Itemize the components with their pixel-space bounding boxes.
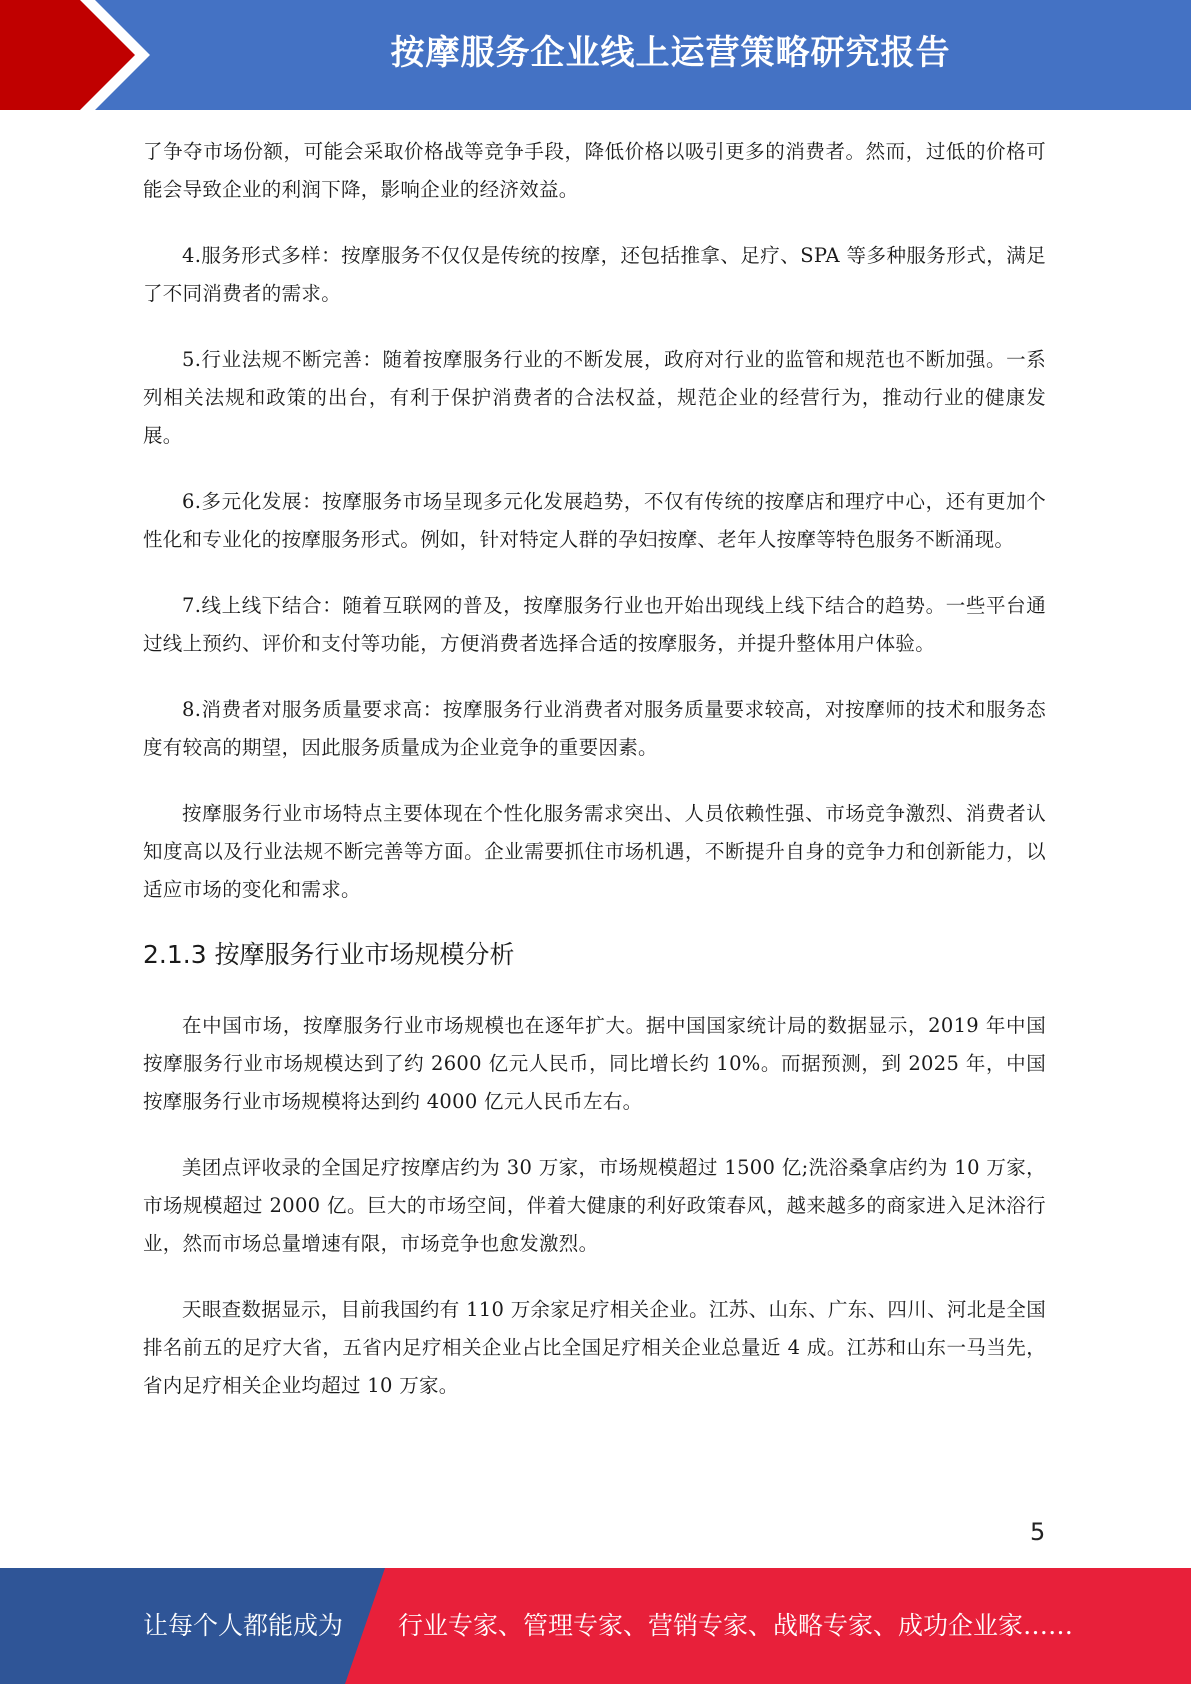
paragraph: 在中国市场，按摩服务行业市场规模也在逐年扩大。据中国国家统计局的数据显示，2019 年中国按摩服务行业市场规模达到了约 2600 亿元人民币，同比增长约 10%。而据预测，到 2025 年，中国按摩服务行业市场规模将达到约 4000 亿元人民币左右。	[143, 1014, 1046, 1113]
paragraph: 7.线上线下结合：随着互联网的普及，按摩服务行业也开始出现线上线下结合的趋势。一些平台通过线上预约、评价和支付等功能，方便消费者选择合适的按摩服务，并提升整体用户体验。	[143, 594, 1046, 655]
paragraph: 5.行业法规不断完善：随着按摩服务行业的不断发展，政府对行业的监管和规范也不断加强。一系列相关法规和政策的出台，有利于保护消费者的合法权益，规范企业的经营行为，推动行业的健康发展。	[143, 348, 1046, 447]
paragraph: 了争夺市场份额，可能会采取价格战等竞争手段，降低价格以吸引更多的消费者。然而，过低的价格可能会导致企业的利润下降，影响企业的经济效益。	[143, 140, 1046, 201]
footer-slogan-left: 让每个人都能成为	[143, 1611, 344, 1640]
report-title: 按摩服务企业线上运营策略研究报告	[390, 33, 951, 73]
paragraph: 8.消费者对服务质量要求高：按摩服务行业消费者对服务质量要求较高，对按摩师的技术和服务态度有较高的期望，因此服务质量成为企业竞争的重要因素。	[143, 698, 1046, 759]
footer-slogan-right: 行业专家、管理专家、营销专家、战略专家、成功企业家……	[398, 1611, 1074, 1640]
paragraph: 美团点评收录的全国足疗按摩店约为 30 万家，市场规模超过 1500 亿;洗浴桑拿店约为 10 万家，市场规模超过 2000 亿。巨大的市场空间，伴着大健康的利好政策春风，越来越多的商家进入足沐浴行业，然而市场总量增速有限，市场竞争也愈发激烈。	[143, 1156, 1046, 1255]
document-body	[143, 133, 1046, 1433]
page-header	[0, 0, 1191, 110]
paragraph: 6.多元化发展：按摩服务市场呈现多元化发展趋势，不仅有传统的按摩店和理疗中心，还有更加个性化和专业化的按摩服务形式。例如，针对特定人群的孕妇按摩、老年人按摩等特色服务不断涌现。	[143, 490, 1046, 551]
paragraph: 按摩服务行业市场特点主要体现在个性化服务需求突出、人员依赖性强、市场竞争激烈、消费者认知度高以及行业法规不断完善等方面。企业需要抓住市场机遇，不断提升自身的竞争力和创新能力，以适应市场的变化和需求。	[143, 802, 1046, 901]
paragraph: 4.服务形式多样：按摩服务不仅仅是传统的按摩，还包括推拿、足疗、SPA 等多种服务形式，满足了不同消费者的需求。	[143, 244, 1046, 305]
section-heading: 2.1.3 按摩服务行业市场规模分析	[143, 940, 515, 969]
paragraph: 天眼查数据显示，目前我国约有 110 万余家足疗相关企业。江苏、山东、广东、四川、河北是全国排名前五的足疗大省，五省内足疗相关企业占比全国足疗相关企业总量近 4 成。江苏和山东一马当先，省内足疗相关企业均超过 10 万家。	[143, 1298, 1046, 1397]
page-footer	[0, 1568, 1191, 1684]
page-number: 5	[1030, 1518, 1046, 1546]
